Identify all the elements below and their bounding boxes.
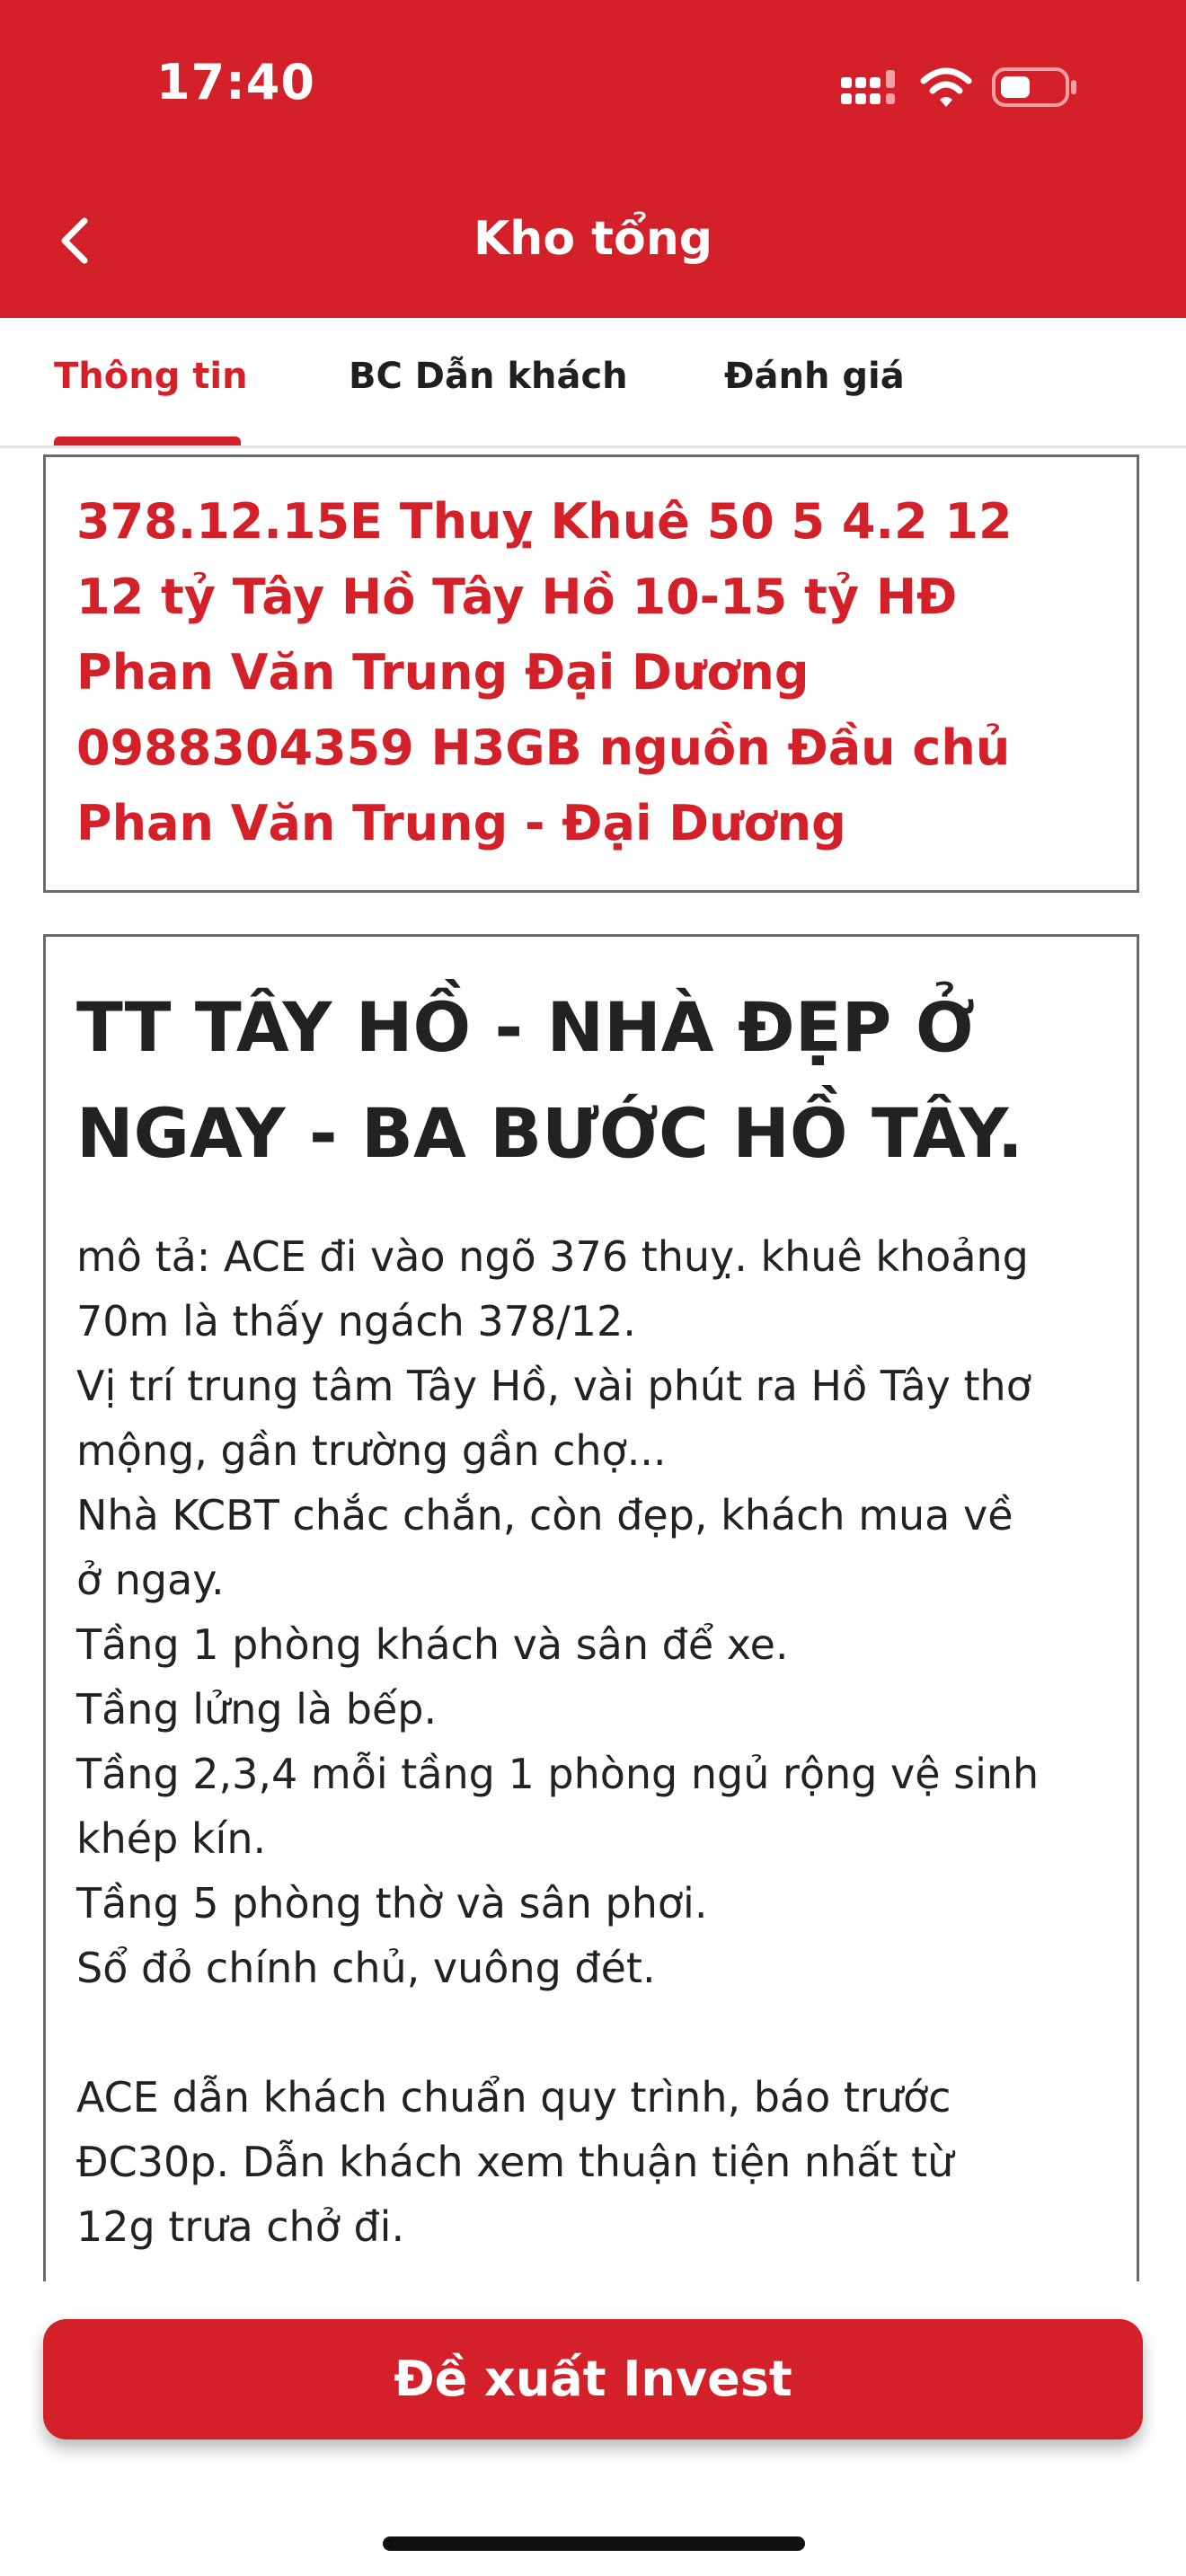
description-line: ACE dẫn khách chuẩn quy trình, báo trước	[76, 2073, 951, 2122]
description-line: Sổ đỏ chính chủ, vuông đét.	[76, 1944, 656, 1992]
paragraph-spacer	[76, 2000, 1106, 2065]
description-line: Tầng 2,3,4 mỗi tầng 1 phòng ngủ rộng vệ sinh	[76, 1750, 1040, 1798]
description-line: Tầng lửng là bếp.	[76, 1685, 438, 1734]
back-button[interactable]	[47, 208, 104, 273]
summary-line: 12 tỷ Tây Hồ Tây Hồ 10-15 tỷ HĐ	[76, 569, 958, 625]
description-line: ĐC30p. Dẫn khách xem thuận tiện nhất từ	[76, 2138, 954, 2186]
description-line: 70m là thấy ngách 378/12.	[76, 1297, 636, 1345]
page-title: Kho tổng	[474, 212, 712, 266]
home-indicator[interactable]	[383, 2536, 805, 2551]
tab-bar	[0, 318, 1186, 448]
summary-line: Phan Văn Trung Đại Dương	[76, 644, 810, 701]
summary-line: 378.12.15E Thuỵ Khuê 50 5 4.2 12	[76, 493, 1013, 550]
description-line: mộng, gần trường gần chợ...	[76, 1426, 667, 1475]
listing-title-line: NGAY - BA BƯỚC HỒ TÂY.	[76, 1093, 1023, 1173]
status-time: 17:40	[156, 54, 315, 110]
battery-icon	[992, 66, 1078, 108]
description-line: 12g trưa chở đi.	[76, 2202, 405, 2251]
description-line: Vị trí trung tâm Tây Hồ, vài phút ra Hồ Tây thơ	[76, 1362, 1031, 1410]
summary-line: 0988304359 H3GB nguồn Đầu chủ	[76, 719, 1011, 776]
listing-detail-box	[43, 934, 1139, 2281]
tab-bc-dan-khach[interactable]: BC Dẫn khách	[349, 356, 628, 397]
tab-info[interactable]: Thông tin	[54, 356, 248, 397]
signal-icon	[841, 70, 898, 110]
propose-invest-button[interactable]: Đề xuất Invest	[43, 2319, 1143, 2439]
listing-title-line: TT TÂY HỒ - NHÀ ĐẸP Ở	[76, 987, 976, 1067]
app-header	[0, 0, 1186, 318]
wifi-icon	[920, 66, 972, 110]
description-line: Tầng 5 phòng thờ và sân phơi.	[76, 1879, 708, 1928]
chevron-left-icon	[65, 221, 84, 260]
description-line: khép kín.	[76, 1814, 267, 1863]
active-tab-indicator	[54, 437, 241, 446]
listing-title	[76, 975, 1106, 1187]
description-line: mô tả: ACE đi vào ngõ 376 thuỵ. khuê khoảng	[76, 1232, 1029, 1281]
summary-line: Phan Văn Trung - Đại Dương	[76, 795, 846, 851]
listing-summary-box	[43, 454, 1139, 893]
tab-danh-gia[interactable]: Đánh giá	[724, 356, 905, 397]
description-line: Tầng 1 phòng khách và sân để xe.	[76, 1620, 789, 1669]
description-line: ở ngay.	[76, 1556, 225, 1604]
description-line: Nhà KCBT chắc chắn, còn đẹp, khách mua về	[76, 1491, 1013, 1539]
